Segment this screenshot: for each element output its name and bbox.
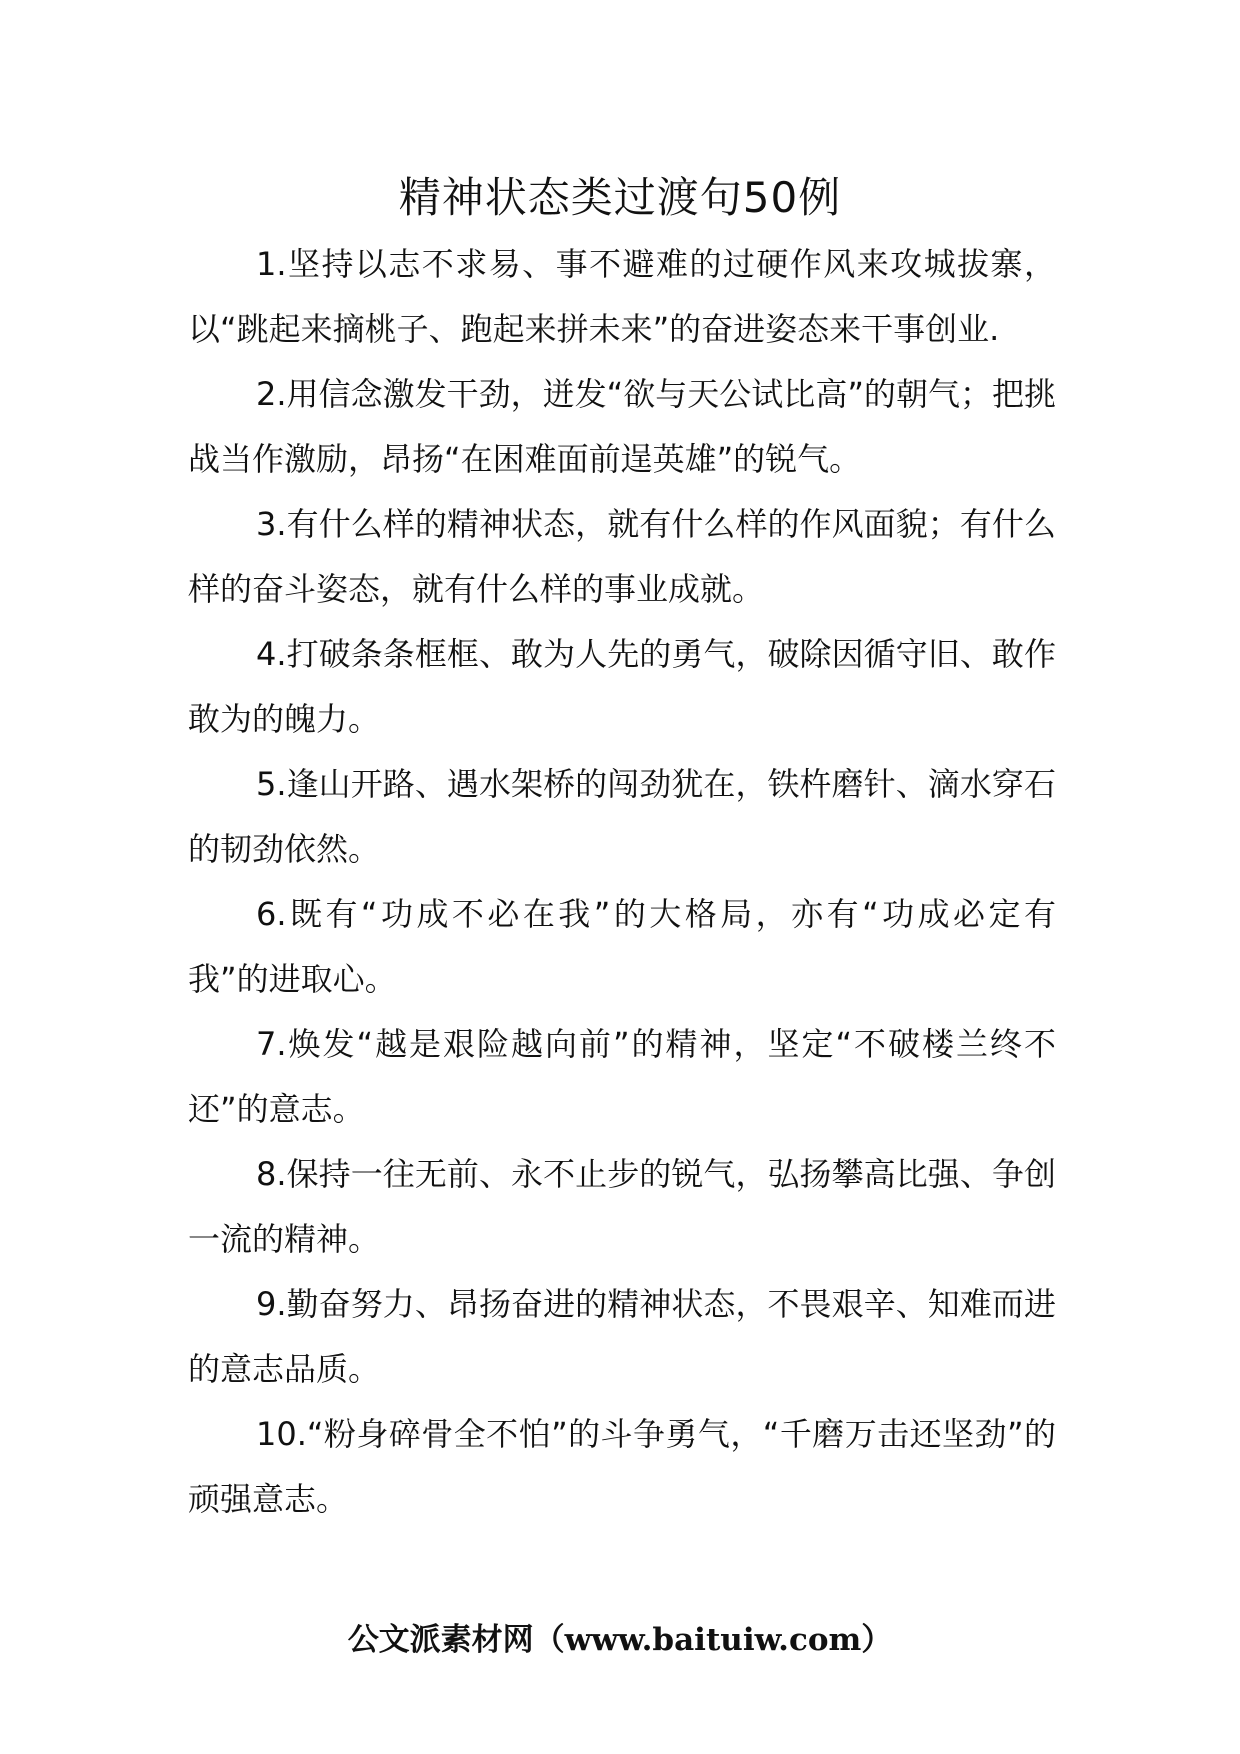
paragraph-8: 8.保持一往无前、永不止步的锐气，弘扬攀高比强、争创一流的精神。 [188, 1155, 1056, 1258]
document-body [188, 232, 1056, 1532]
paragraph-10: 10.“粉身碎骨全不怕”的斗争勇气，“千磨万击还坚劲”的顽强意志。 [188, 1415, 1056, 1518]
paragraph-6: 6.既有“功成不必在我”的大格局，亦有“功成必定有我”的进取心。 [188, 895, 1056, 998]
paragraph-4: 4.打破条条框框、敢为人先的勇气，破除因循守旧、敢作敢为的魄力。 [188, 635, 1056, 738]
paragraph-7: 7.焕发“越是艰险越向前”的精神，坚定“不破楼兰终不还”的意志。 [188, 1025, 1056, 1128]
document-title: 精神状态类过渡句50例 [398, 173, 842, 222]
paragraph-9: 9.勤奋努力、昂扬奋进的精神状态，不畏艰辛、知难而进的意志品质。 [188, 1285, 1056, 1388]
paragraph-3: 3.有什么样的精神状态，就有什么样的作风面貌；有什么样的奋斗姿态，就有什么样的事业成就。 [188, 505, 1056, 608]
paragraph-2: 2.用信念激发干劲，迸发“欲与天公试比高”的朝气；把挑战当作激励，昂扬“在困难面前逞英雄”的锐气。 [188, 375, 1056, 478]
paragraph-5: 5.逢山开路、遇水架桥的闯劲犹在，铁杵磨针、滴水穿石的韧劲依然。 [188, 765, 1056, 868]
footer-source: 公文派素材网（www.baituiw.com） [347, 1622, 893, 1658]
paragraph-1: 1.坚持以志不求易、事不避难的过硬作风来攻城拔寨，以“跳起来摘桃子、跑起来拼未来”的奋进姿态来干事创业. [188, 245, 1056, 348]
